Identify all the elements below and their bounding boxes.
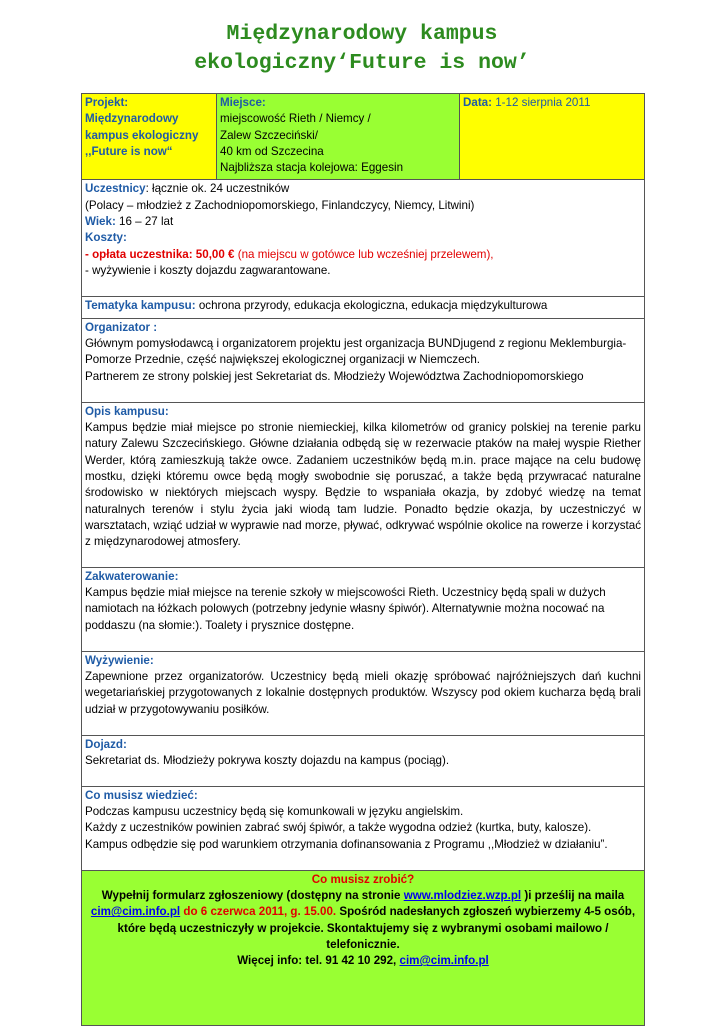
place-cell: [217, 94, 460, 180]
food-note: - wyżywienie i koszty dojazdu zagwarantowane.: [85, 263, 331, 277]
deadline-text: do 6 czerwca 2011, g. 15.00.: [180, 905, 337, 919]
participants-label: Uczestnicy: [85, 182, 146, 196]
accommodation-row: [82, 567, 645, 651]
meals-text: Zapewnione przez organizatorów. Uczestnicy będą mieli okazję spróbować najróżniejszych dań kuchni wegetariańskiej przygotowanych z lokalnie dostępnych produktów. Wszyscy pod okiem kucharza będą brali udział w przygotowywaniu posiłków.: [85, 670, 641, 716]
todo-instructions: [85, 888, 641, 953]
todo-text-1: Wypełnij formularz zgłoszeniowy (dostępny na stronie: [101, 889, 404, 903]
travel-label: Dojazd:: [85, 737, 127, 751]
place-line-4: Najbliższa stacja kolejowa: Eggesin: [220, 161, 404, 175]
project-name-3: ,,Future is now“: [85, 144, 173, 158]
description-label: Opis kampusu:: [85, 404, 169, 418]
place-line-2: Zalew Szczeciński/: [220, 128, 318, 142]
description-text: Kampus będzie miał miejsce po stronie niemieckiej, kilka kilometrów od granicy polskiej na terenie parku natury Zalewu Szczecińskiego. Główne działania odbędą się w rezerwacie ptaków na małej wyspie Riether Werder, którą zamieszkują także owce. Zadaniem uczestników będą m.in. prace mające na celu budowę mostku, dzięki któremu owce będą mogły swobodnie się poruszać, a także będą przywracać naturalne środowisko w niektórych miejscach wyspy. Będzie to wspaniała okazja, by zdobyć wiedzę na temat naturalnych terenów i stylu życia jaki wiodą tam ludzie. Ponadto będzie okazja, by uczestniczyć w warsztatach, wziąć udział w wyprawie nad morze, pływać, odkrywać wspólnie okolice na rowerze i korzystać z międzynarodowej atmosfery.: [85, 421, 641, 549]
todo-row: [82, 870, 645, 1025]
theme-cell: [82, 297, 645, 318]
fee-amount: - opłata uczestnika: 50,00 €: [85, 247, 235, 261]
travel-text: Sekretariat ds. Młodzieży pokrywa koszty dojazdu na kampus (pociąg).: [85, 754, 450, 768]
know-line-3: Kampus odbędzie się pod warunkiem otrzymania dofinansowania z Programu ,,Młodzież w działaniu”.: [85, 837, 608, 851]
meals-cell: [82, 651, 645, 735]
costs-label: Koszty:: [85, 231, 127, 245]
date-value: 1-12 sierpnia 2011: [492, 96, 591, 109]
participants-cell: [82, 180, 645, 297]
age-label: Wiek:: [85, 215, 116, 229]
description-cell: [82, 402, 645, 567]
page-title: [0, 20, 724, 78]
header-row: [82, 94, 645, 180]
know-label: Co musisz wiedzieć:: [85, 788, 198, 802]
know-row: [82, 786, 645, 870]
participants-count: : łącznie ok. 24 uczestników: [145, 182, 290, 196]
place-line-1: miejscowość Rieth / Niemcy /: [220, 112, 371, 126]
accommodation-cell: [82, 567, 645, 651]
theme-text: ochrona przyrody, edukacja ekologiczna, edukacja międzykulturowa: [195, 299, 548, 313]
meals-row: [82, 651, 645, 735]
travel-row: [82, 735, 645, 786]
page-title-line-1: Międzynarodowy kampus: [226, 22, 498, 46]
fee-note: (na miejscu w gotówce lub wcześniej przelewem),: [234, 247, 494, 261]
participants-row: [82, 180, 645, 297]
meals-label: Wyżywienie:: [85, 653, 154, 667]
info-table: [81, 93, 645, 1026]
know-cell: [82, 786, 645, 870]
project-name-1: Międzynarodowy: [85, 112, 179, 126]
place-label: Miejsce:: [220, 96, 266, 109]
know-line-2: Każdy z uczestników powinien zabrać swój śpiwór, a także wygodna odzież (kurtka, buty, kalosze).: [85, 821, 592, 835]
organizer-text: Głównym pomysłodawcą i organizatorem projektu jest organizacja BUNDjugend z regionu Meklemburgia-Pomorze Przednie, część największej ekologicznej organizacji w Niemczech.: [85, 337, 627, 367]
page-title-line-2: ekologiczny‘Future is now’: [194, 51, 530, 75]
project-label: Projekt:: [85, 96, 129, 109]
theme-row: [82, 297, 645, 318]
date-cell: [460, 94, 645, 180]
age-value: 16 – 27 lat: [115, 215, 174, 229]
description-row: [82, 402, 645, 567]
todo-label: Co musisz zrobić?: [311, 872, 415, 886]
contact-email-link[interactable]: cim@cim.info.pl: [399, 954, 489, 968]
project-name-2: kampus ekologiczny: [85, 128, 199, 142]
accommodation-text: Kampus będzie miał miejsce na terenie szkoły w miejscowości Rieth. Uczestnicy będą spali w dużych namiotach na łóżkach polowych (potrzebny jedynie własny śpiwór). Alternatywnie można nocować na poddaszu (na słomie:). Toalety i prysznice dostępne.: [85, 586, 606, 632]
participants-detail: (Polacy – młodzież z Zachodniopomorskiego, Finlandczycy, Niemcy, Litwini): [85, 198, 475, 212]
project-cell: [82, 94, 217, 180]
organizer-cell: [82, 318, 645, 402]
date-label: Data:: [463, 96, 492, 109]
know-line-1: Podczas kampusu uczestnicy będą się komunkowali w języku angielskim.: [85, 805, 464, 819]
website-link[interactable]: www.mlodziez.wzp.pl: [403, 889, 522, 903]
organizer-partner: Partnerem ze strony polskiej jest Sekretariat ds. Młodzieży Województwa Zachodniopomorskiego: [85, 369, 584, 383]
todo-text-4: Spośród nadesłanych zgłoszeń wybierzemy 4-5 osób, które będą uczestniczyły w projekcie. Skontaktujemy się z wybranymi osobami mailowo / telefonicznie.: [117, 905, 636, 951]
organizer-row: [82, 318, 645, 402]
theme-label: Tematyka kampusu:: [85, 299, 196, 313]
organizer-label: Organizator :: [85, 320, 158, 334]
todo-cell: [82, 870, 645, 1025]
place-line-3: 40 km od Szczecina: [220, 144, 324, 158]
contact-text: Więcej info: tel. 91 42 10 292,: [237, 954, 400, 968]
email-link[interactable]: cim@cim.info.pl: [90, 905, 181, 919]
travel-cell: [82, 735, 645, 786]
accommodation-label: Zakwaterowanie:: [85, 569, 179, 583]
contact-info: [85, 953, 641, 969]
todo-text-2: )i prześlij na maila: [521, 889, 625, 903]
